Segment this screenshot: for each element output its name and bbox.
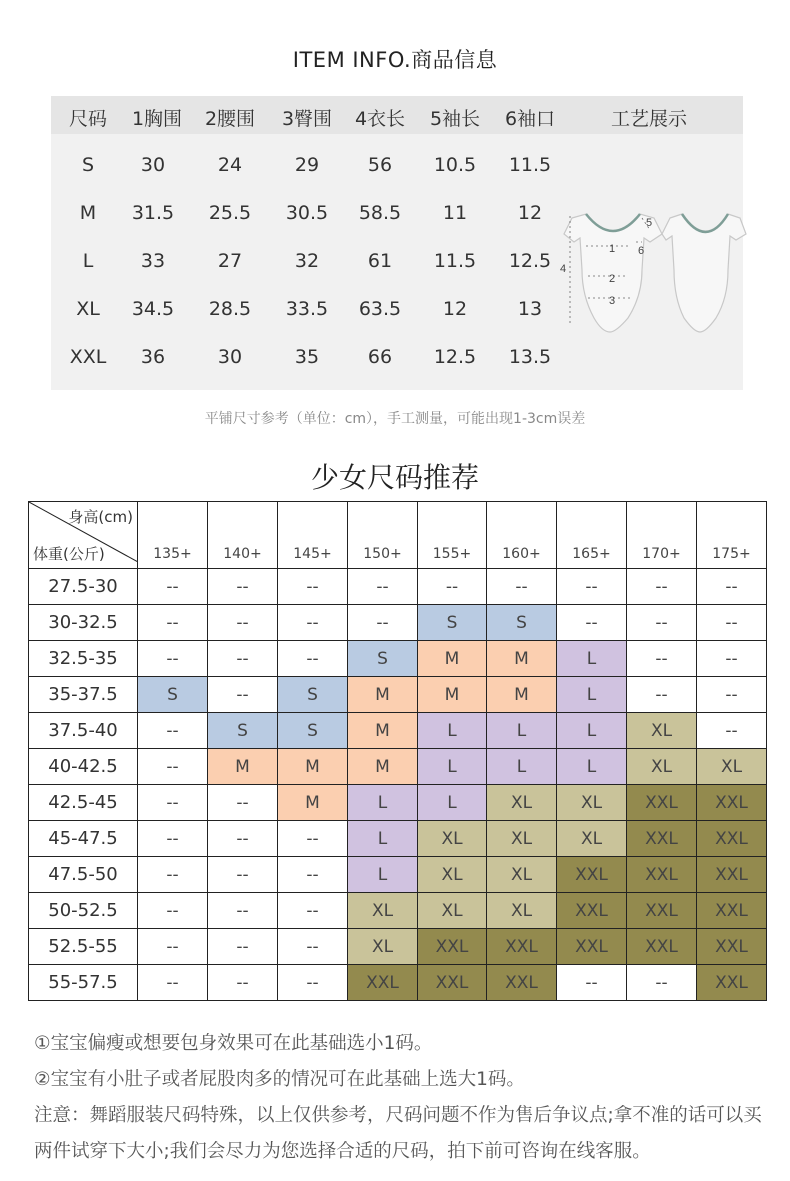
size-recommend-cell: -- — [208, 785, 278, 821]
size-recommend-cell: XXL — [627, 929, 697, 965]
size-recommend-cell: -- — [627, 641, 697, 677]
size-recommend-cell: -- — [557, 569, 627, 605]
size-value-cell: 24 — [217, 154, 243, 176]
size-recommend-cell: -- — [278, 605, 348, 641]
size-recommend-cell: XXL — [697, 965, 767, 1001]
size-recommend-cell: -- — [697, 641, 767, 677]
recommend-title: 少女尺码推荐 — [310, 461, 479, 494]
size-recommend-cell: S — [138, 677, 208, 713]
size-recommend-cell: -- — [208, 569, 278, 605]
size-value-cell: 34.5 — [131, 298, 175, 320]
size-value-cell: 10.5 — [433, 154, 477, 176]
size-recommend-cell: -- — [138, 713, 208, 749]
size-value-cell: 58.5 — [358, 202, 402, 224]
size-recommend-cell: -- — [138, 857, 208, 893]
size-recommend-cell: XXL — [418, 965, 487, 1001]
size-recommend-cell: XXL — [487, 929, 557, 965]
size-recommend-cell: L — [418, 713, 487, 749]
table-row — [29, 893, 767, 929]
size-value-cell: 33.5 — [285, 298, 329, 320]
size-recommend-cell: -- — [697, 677, 767, 713]
measurement-note: 平铺尺寸参考（单位：cm），手工测量，可能出现1-3cm误差 — [204, 411, 586, 427]
size-value-cell: 36 — [140, 346, 166, 368]
size-value-cell: 13.5 — [508, 346, 552, 368]
size-value-cell: 11 — [442, 202, 468, 224]
height-axis-label: 身高(cm) — [68, 508, 133, 526]
diagram-label-6: 6 — [638, 245, 645, 257]
size-recommend-cell: -- — [278, 569, 348, 605]
size-recommend-cell: XXL — [627, 857, 697, 893]
size-recommend-cell: XL — [418, 821, 487, 857]
size-recommend-cell: -- — [278, 641, 348, 677]
diagram-label-2: 2 — [609, 273, 616, 285]
size-recommend-cell: M — [348, 713, 418, 749]
size-header-cell: 5袖长 — [429, 108, 481, 130]
diagram-label-4: 4 — [560, 263, 567, 275]
table-row — [29, 641, 767, 677]
size-recommend-cell: XL — [487, 785, 557, 821]
size-recommend-cell: -- — [138, 605, 208, 641]
size-value-cell: 32 — [294, 250, 320, 272]
size-recommend-cell: -- — [138, 569, 208, 605]
table-row — [29, 929, 767, 965]
size-recommend-cell: XXL — [697, 785, 767, 821]
size-recommend-cell: -- — [278, 893, 348, 929]
corner-header-cell — [29, 502, 138, 569]
size-recommend-cell: L — [557, 677, 627, 713]
size-value-cell: 11.5 — [433, 250, 477, 272]
garment-diagram — [558, 200, 748, 340]
size-header-cell: 工艺展示 — [610, 108, 688, 130]
table-row — [29, 965, 767, 1001]
size-recommend-cell: S — [487, 605, 557, 641]
size-header-cell: 1胸围 — [131, 108, 183, 130]
size-recommend-cell: -- — [627, 677, 697, 713]
size-recommend-cell: -- — [138, 785, 208, 821]
size-recommend-cell: M — [487, 641, 557, 677]
weight-range-cell: 40-42.5 — [29, 749, 138, 785]
size-recommend-cell: -- — [208, 677, 278, 713]
size-label-cell: XL — [76, 298, 100, 320]
size-value-cell: 56 — [367, 154, 393, 176]
size-value-cell: 28.5 — [208, 298, 252, 320]
size-recommend-cell: L — [487, 713, 557, 749]
size-recommend-cell: XL — [487, 857, 557, 893]
size-recommend-cell: -- — [627, 605, 697, 641]
size-recommend-cell: L — [418, 749, 487, 785]
size-recommend-cell: XXL — [627, 785, 697, 821]
size-recommend-cell: -- — [208, 857, 278, 893]
diagram-label-3: 3 — [609, 295, 616, 307]
size-recommend-cell: XXL — [697, 821, 767, 857]
size-recommend-cell: XXL — [557, 857, 627, 893]
size-recommend-cell: L — [418, 785, 487, 821]
size-label-cell: L — [82, 250, 94, 272]
size-recommend-cell: XL — [627, 713, 697, 749]
size-recommend-cell: -- — [418, 569, 487, 605]
size-header-cell: 2腰围 — [204, 108, 256, 130]
size-recommend-cell: M — [348, 749, 418, 785]
size-label-cell: S — [81, 154, 95, 176]
height-header-cell: 165+ — [557, 502, 627, 569]
table-row — [29, 749, 767, 785]
size-recommend-cell: -- — [348, 605, 418, 641]
size-header-cell: 尺码 — [68, 108, 108, 130]
size-recommend-cell: -- — [627, 965, 697, 1001]
size-recommend-cell: M — [418, 641, 487, 677]
size-recommend-cell: -- — [138, 893, 208, 929]
weight-range-cell: 55-57.5 — [29, 965, 138, 1001]
size-recommend-cell: XXL — [627, 821, 697, 857]
size-recommend-cell: S — [418, 605, 487, 641]
size-value-cell: 12.5 — [433, 346, 477, 368]
size-recommend-cell: -- — [557, 605, 627, 641]
size-recommend-cell: XL — [697, 749, 767, 785]
diagram-label-5: 5 — [646, 217, 653, 229]
weight-range-cell: 37.5-40 — [29, 713, 138, 749]
size-recommend-cell: -- — [487, 569, 557, 605]
table-row — [29, 713, 767, 749]
size-recommend-table — [28, 501, 767, 1001]
size-value-cell: 27 — [217, 250, 243, 272]
size-recommend-cell: -- — [138, 749, 208, 785]
size-header-cell: 4衣长 — [354, 108, 406, 130]
size-recommend-cell: XXL — [348, 965, 418, 1001]
size-recommend-cell: M — [418, 677, 487, 713]
size-recommend-cell: -- — [278, 821, 348, 857]
height-header-cell: 150+ — [348, 502, 418, 569]
table-row — [29, 569, 767, 605]
size-label-cell: M — [79, 202, 97, 224]
height-header-cell: 170+ — [627, 502, 697, 569]
size-recommend-cell: L — [557, 749, 627, 785]
size-recommend-cell: M — [208, 749, 278, 785]
size-recommend-cell: XXL — [697, 893, 767, 929]
size-recommend-cell: -- — [208, 641, 278, 677]
size-recommend-cell: -- — [278, 857, 348, 893]
size-recommend-cell: S — [348, 641, 418, 677]
size-recommend-cell: XL — [418, 857, 487, 893]
size-recommend-cell: -- — [208, 893, 278, 929]
size-recommend-cell: XXL — [487, 965, 557, 1001]
size-recommend-cell: S — [208, 713, 278, 749]
page-title: ITEM INFO.商品信息 — [292, 48, 498, 72]
size-recommend-cell: -- — [138, 821, 208, 857]
weight-range-cell: 35-37.5 — [29, 677, 138, 713]
size-header-cell: 6袖口 — [504, 108, 556, 130]
size-recommend-cell: L — [487, 749, 557, 785]
size-recommend-cell: XL — [348, 929, 418, 965]
size-value-cell: 31.5 — [131, 202, 175, 224]
diagram-label-1: 1 — [609, 243, 616, 255]
size-recommend-cell: XL — [627, 749, 697, 785]
size-recommend-cell: XXL — [697, 929, 767, 965]
recommend-table-wrap — [28, 501, 767, 1001]
size-recommend-cell: L — [348, 821, 418, 857]
size-value-cell: 30 — [140, 154, 166, 176]
table-row — [29, 785, 767, 821]
note-item: ①宝宝偏瘦或想要包身效果可在此基础选小1码。 — [34, 1033, 433, 1054]
size-recommend-cell: -- — [348, 569, 418, 605]
size-value-cell: 33 — [140, 250, 166, 272]
table-row — [29, 857, 767, 893]
size-value-cell: 35 — [294, 346, 320, 368]
size-recommend-cell: XXL — [697, 857, 767, 893]
size-value-cell: 61 — [367, 250, 393, 272]
size-recommend-cell: L — [557, 641, 627, 677]
weight-range-cell: 27.5-30 — [29, 569, 138, 605]
note-item: 注意：舞蹈服装尺码特殊，以上仅供参考，尺码问题不作为售后争议点;拿不准的话可以买两件试穿下大小;我们会尽力为您选择合适的尺码，拍下前可咨询在线客服。 — [34, 1105, 762, 1162]
weight-range-cell: 50-52.5 — [29, 893, 138, 929]
size-recommend-cell: -- — [278, 965, 348, 1001]
size-recommend-cell: -- — [138, 929, 208, 965]
size-recommend-cell: XL — [557, 785, 627, 821]
size-recommend-cell: -- — [208, 929, 278, 965]
size-recommend-cell: XL — [487, 821, 557, 857]
weight-range-cell: 42.5-45 — [29, 785, 138, 821]
size-recommend-cell: -- — [557, 965, 627, 1001]
size-recommend-cell: XXL — [557, 893, 627, 929]
size-recommend-cell: L — [348, 857, 418, 893]
size-recommend-cell: XXL — [418, 929, 487, 965]
weight-axis-label: 体重(公斤) — [33, 545, 105, 563]
size-value-cell: 30.5 — [285, 202, 329, 224]
size-recommend-cell: L — [557, 713, 627, 749]
size-recommend-cell: L — [348, 785, 418, 821]
height-header-cell: 175+ — [697, 502, 767, 569]
size-value-cell: 13 — [517, 298, 543, 320]
table-row — [29, 677, 767, 713]
size-recommend-cell: XXL — [627, 893, 697, 929]
weight-range-cell: 45-47.5 — [29, 821, 138, 857]
size-recommend-cell: XL — [418, 893, 487, 929]
notes-section — [34, 1026, 764, 1170]
size-value-cell: 29 — [294, 154, 320, 176]
size-recommend-cell: M — [487, 677, 557, 713]
size-value-cell: 66 — [367, 346, 393, 368]
size-recommend-cell: -- — [697, 569, 767, 605]
height-header-cell: 140+ — [208, 502, 278, 569]
size-recommend-cell: -- — [208, 821, 278, 857]
size-label-cell: XXL — [69, 346, 107, 368]
size-recommend-cell: XL — [557, 821, 627, 857]
size-recommend-cell: -- — [697, 713, 767, 749]
size-value-cell: 63.5 — [358, 298, 402, 320]
size-value-cell: 12 — [517, 202, 543, 224]
note-item: ②宝宝有小肚子或者屁股肉多的情况可在此基础上选大1码。 — [34, 1069, 525, 1090]
size-recommend-cell: S — [278, 677, 348, 713]
size-recommend-cell: XL — [348, 893, 418, 929]
table-row — [29, 821, 767, 857]
size-recommend-cell: S — [278, 713, 348, 749]
size-recommend-cell: -- — [278, 929, 348, 965]
weight-range-cell: 47.5-50 — [29, 857, 138, 893]
size-recommend-cell: -- — [697, 605, 767, 641]
table-row — [29, 605, 767, 641]
size-recommend-cell: -- — [208, 605, 278, 641]
size-recommend-cell: -- — [208, 965, 278, 1001]
weight-range-cell: 52.5-55 — [29, 929, 138, 965]
size-value-cell: 30 — [217, 346, 243, 368]
size-header-cell: 3臀围 — [281, 108, 333, 130]
size-value-cell: 12.5 — [508, 250, 552, 272]
height-header-cell: 145+ — [278, 502, 348, 569]
size-value-cell: 25.5 — [208, 202, 252, 224]
height-header-cell: 155+ — [418, 502, 487, 569]
weight-range-cell: 32.5-35 — [29, 641, 138, 677]
size-recommend-cell: -- — [138, 641, 208, 677]
height-header-cell: 160+ — [487, 502, 557, 569]
size-recommend-cell: M — [278, 785, 348, 821]
size-recommend-cell: -- — [138, 965, 208, 1001]
size-recommend-cell: M — [278, 749, 348, 785]
size-value-cell: 12 — [442, 298, 468, 320]
size-value-cell: 11.5 — [508, 154, 552, 176]
size-recommend-cell: -- — [627, 569, 697, 605]
size-recommend-cell: XL — [487, 893, 557, 929]
weight-range-cell: 30-32.5 — [29, 605, 138, 641]
size-recommend-cell: M — [348, 677, 418, 713]
height-header-cell: 135+ — [138, 502, 208, 569]
size-recommend-cell: XXL — [557, 929, 627, 965]
